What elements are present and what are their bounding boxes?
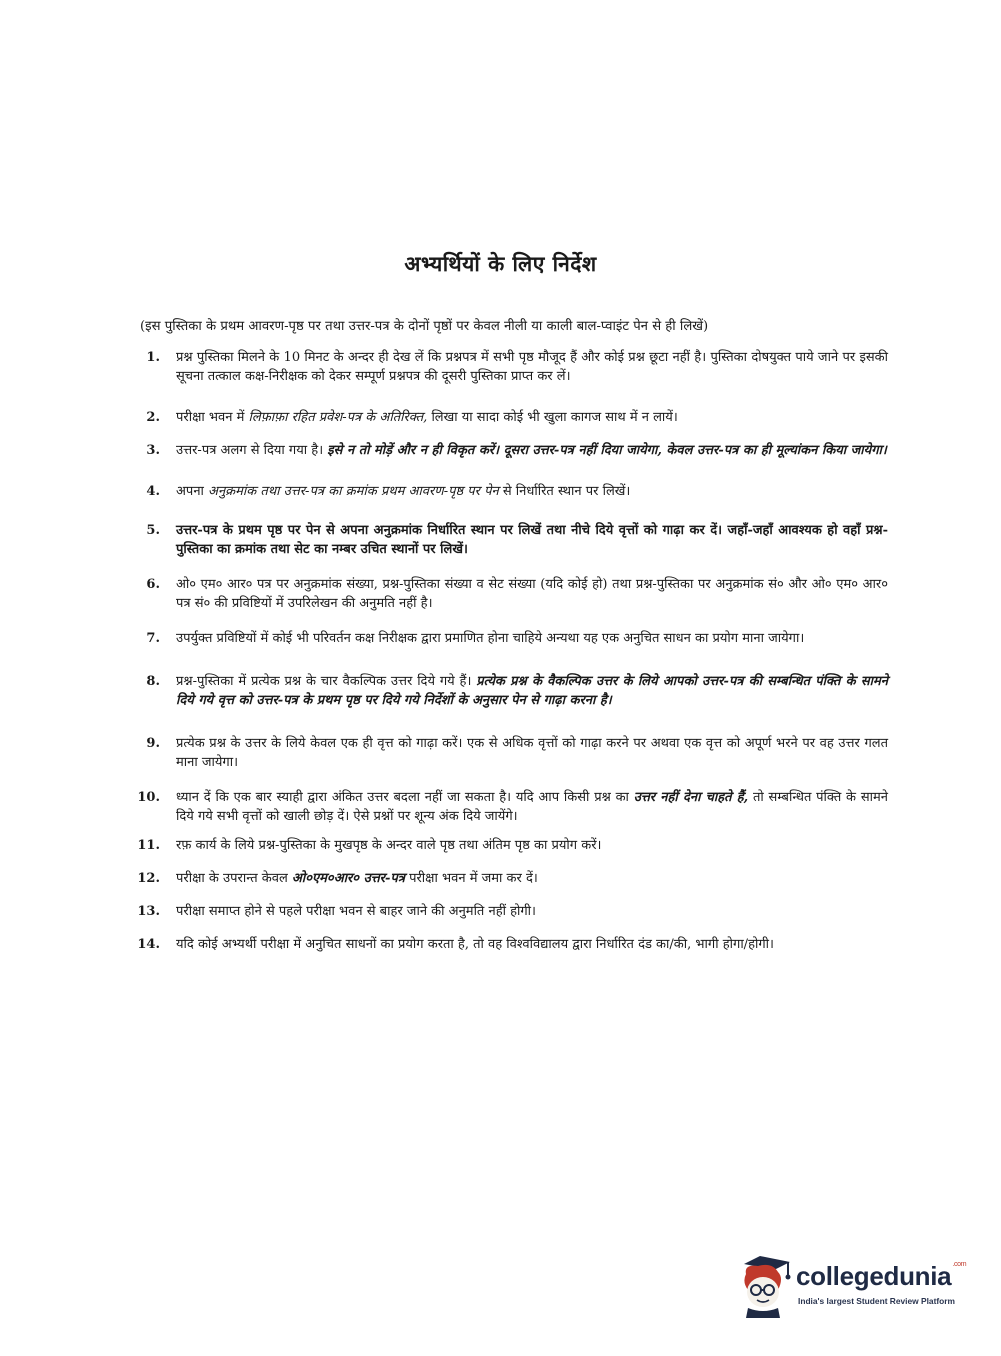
instruction-text: प्रत्येक प्रश्न के उत्तर के लिये केवल एक ही वृत्त को गाढ़ा करें। एक से अधिक वृत्तों को गाढ़ा करने पर अथवा एक वृत्त को अपूर्ण भरने पर वह उत्तर गलत माना जायेगा। — [176, 736, 888, 770]
instruction-text-emphasis: उत्तर नहीं देना चाहते हैं, — [633, 790, 749, 805]
mascot-icon — [738, 1248, 800, 1318]
instruction-text-emphasis: इसे न तो मोड़ें और न ही विकृत करें। दूसरा उत्तर-पत्र नहीं दिया जायेगा, केवल उत्तर-पत्र का ही मूल्यांकन किया जायेगा। — [327, 443, 887, 458]
instruction-number: 8. — [146, 674, 160, 689]
instruction-number: 5. — [146, 523, 160, 538]
logo-name: collegedunia — [796, 1261, 952, 1291]
instruction-text-part: अपना — [176, 484, 209, 499]
instructions-list — [128, 348, 888, 954]
instruction-number: 12. — [137, 871, 160, 886]
instruction-text-part: ध्यान दें कि एक बार स्याही द्वारा अंकित उत्तर बदला नहीं जा सकता है। यदि आप किसी प्रश्न का — [176, 790, 634, 805]
instruction-item-9 — [128, 734, 888, 772]
instruction-item-7 — [128, 629, 888, 648]
instruction-item-11 — [128, 836, 888, 855]
instruction-text — [176, 484, 630, 499]
instruction-item-1 — [128, 348, 888, 386]
instruction-text-part: प्रश्न-पुस्तिका में प्रत्येक प्रश्न के चार वैकल्पिक उत्तर दिये गये हैं। — [176, 674, 477, 689]
instruction-number: 1. — [146, 350, 160, 365]
instruction-number: 7. — [146, 631, 160, 646]
instruction-item-2 — [128, 408, 888, 427]
instruction-text-part: उत्तर-पत्र अलग से दिया गया है। — [176, 443, 328, 458]
instruction-item-4 — [128, 482, 888, 501]
instruction-number: 11. — [137, 838, 160, 853]
page-subtitle: (इस पुस्तिका के प्रथम आवरण-पृष्ठ पर तथा उत्तर-पत्र के दोनों पृष्ठों पर केवल नीली या काली बाल-प्वाइंट पेन से ही लिखें) — [140, 319, 709, 334]
instruction-number: 2. — [146, 410, 160, 425]
instruction-text: उपर्युक्त प्रविष्टियों में कोई भी परिवर्तन कक्ष निरीक्षक द्वारा प्रमाणित होना चाहिये अन्यथा यह एक अनुचित साधन का प्रयोग माना जायेगा। — [176, 631, 805, 646]
instruction-text-emphasis: ओ०एम०आर० उत्तर-पत्र — [291, 871, 405, 886]
instruction-text-part: परीक्षा के उपरान्त केवल — [176, 871, 292, 886]
instruction-item-13 — [128, 902, 888, 921]
logo-suffix: .com — [952, 1261, 967, 1268]
collegedunia-logo — [738, 1248, 973, 1318]
instruction-number: 10. — [137, 790, 160, 805]
instruction-item-5 — [128, 521, 888, 559]
instruction-text — [176, 790, 888, 824]
instruction-text: ओ० एम० आर० पत्र पर अनुक्रमांक संख्या, प्रश्न-पुस्तिका संख्या व सेट संख्या (यदि कोई हो) तथा प्रश्न-पुस्तिका पर अनुक्रमांक सं० और ओ० एम० आर० पत्र सं० की प्रविष्टियों में उपरिलेखन की अनुमति नहीं है। — [176, 577, 888, 611]
instruction-text: यदि कोई अभ्यर्थी परीक्षा में अनुचित साधनों का प्रयोग करता है, तो वह विश्वविद्यालय द्वारा निर्धारित दंड का/की, भागी होगा/होगी। — [176, 937, 774, 952]
instruction-number: 14. — [137, 937, 160, 952]
instruction-item-6 — [128, 575, 888, 613]
instruction-number: 13. — [137, 904, 160, 919]
instruction-item-12 — [128, 869, 888, 888]
instruction-item-10 — [128, 788, 888, 826]
instruction-text-part: तो सम्बन्धित पंक्ति के सामने दिये गये सभी वृत्तों को खाली छोड़ दें। ऐसे प्रश्नों पर शून्य अंक दिये जायेंगे। — [176, 790, 888, 824]
instruction-text — [176, 443, 887, 458]
instruction-number: 3. — [146, 443, 160, 458]
instruction-text-emphasis: लिफ़ाफ़ा रहित प्रवेश-पत्र के अतिरिक्त, — [248, 410, 428, 425]
instruction-number: 6. — [146, 577, 160, 592]
instruction-text: उत्तर-पत्र के प्रथम पृष्ठ पर पेन से अपना अनुक्रमांक निर्धारित स्थान पर लिखें तथा नीचे दिये वृत्तों को गाढ़ा कर दें। जहाँ-जहाँ आवश्यक हो वहाँ प्रश्न-पुस्तिका का क्रमांक तथा सेट का नम्बर उचित स्थानों पर लिखें। — [176, 523, 888, 557]
instruction-text-emphasis: अनुक्रमांक तथा उत्तर-पत्र का क्रमांक प्रथम आवरण-पृष्ठ पर पेन — [208, 484, 499, 499]
instruction-number: 9. — [146, 736, 160, 751]
instruction-text: प्रश्न पुस्तिका मिलने के 10 मिनट के अन्दर ही देख लें कि प्रश्नपत्र में सभी पृष्ठ मौजूद हैं और कोई प्रश्न छूटा नहीं है। पुस्तिका दोषयुक्त पाये जाने पर इसकी सूचना तत्काल कक्ष-निरीक्षक को देकर सम्पूर्ण प्रश्नपत्र की दूसरी पुस्तिका प्राप्त कर लें। — [176, 350, 888, 384]
instruction-text — [176, 674, 888, 708]
instruction-text-part: परीक्षा भवन में जमा कर दें। — [404, 871, 538, 886]
instruction-text — [176, 410, 678, 425]
instruction-text — [176, 871, 538, 886]
instruction-item-14 — [128, 935, 888, 954]
page-title: अभ्यर्थियों के लिए निर्देश — [404, 251, 597, 276]
instruction-text: परीक्षा समाप्त होने से पहले परीक्षा भवन से बाहर जाने की अनुमति नहीं होगी। — [176, 904, 536, 919]
instruction-text-part: परीक्षा भवन में — [176, 410, 249, 425]
instruction-text-part: लिखा या सादा कोई भी खुला कागज साथ में न लायें। — [427, 410, 678, 425]
instruction-item-8 — [128, 672, 888, 710]
logo-wordmark — [796, 1261, 966, 1292]
instruction-text-part: से निर्धारित स्थान पर लिखें। — [498, 484, 631, 499]
instruction-text: रफ़ कार्य के लिये प्रश्न-पुस्तिका के मुखपृष्ठ के अन्दर वाले पृष्ठ तथा अंतिम पृष्ठ का प्रयोग करें। — [176, 838, 602, 853]
instruction-item-3 — [128, 441, 888, 460]
instruction-number: 4. — [146, 484, 160, 499]
instruction-text-emphasis: प्रत्येक प्रश्न के वैकल्पिक उत्तर के लिये आपको उत्तर-पत्र की सम्बन्धित पंक्ति के सामने दिये गये वृत्त को उत्तर-पत्र के प्रथम पृष्ठ पर दिये गये निर्देशों के अनुसार पेन से गाढ़ा करना है। — [176, 674, 888, 708]
logo-tagline: India's largest Student Review Platform — [798, 1296, 955, 1306]
